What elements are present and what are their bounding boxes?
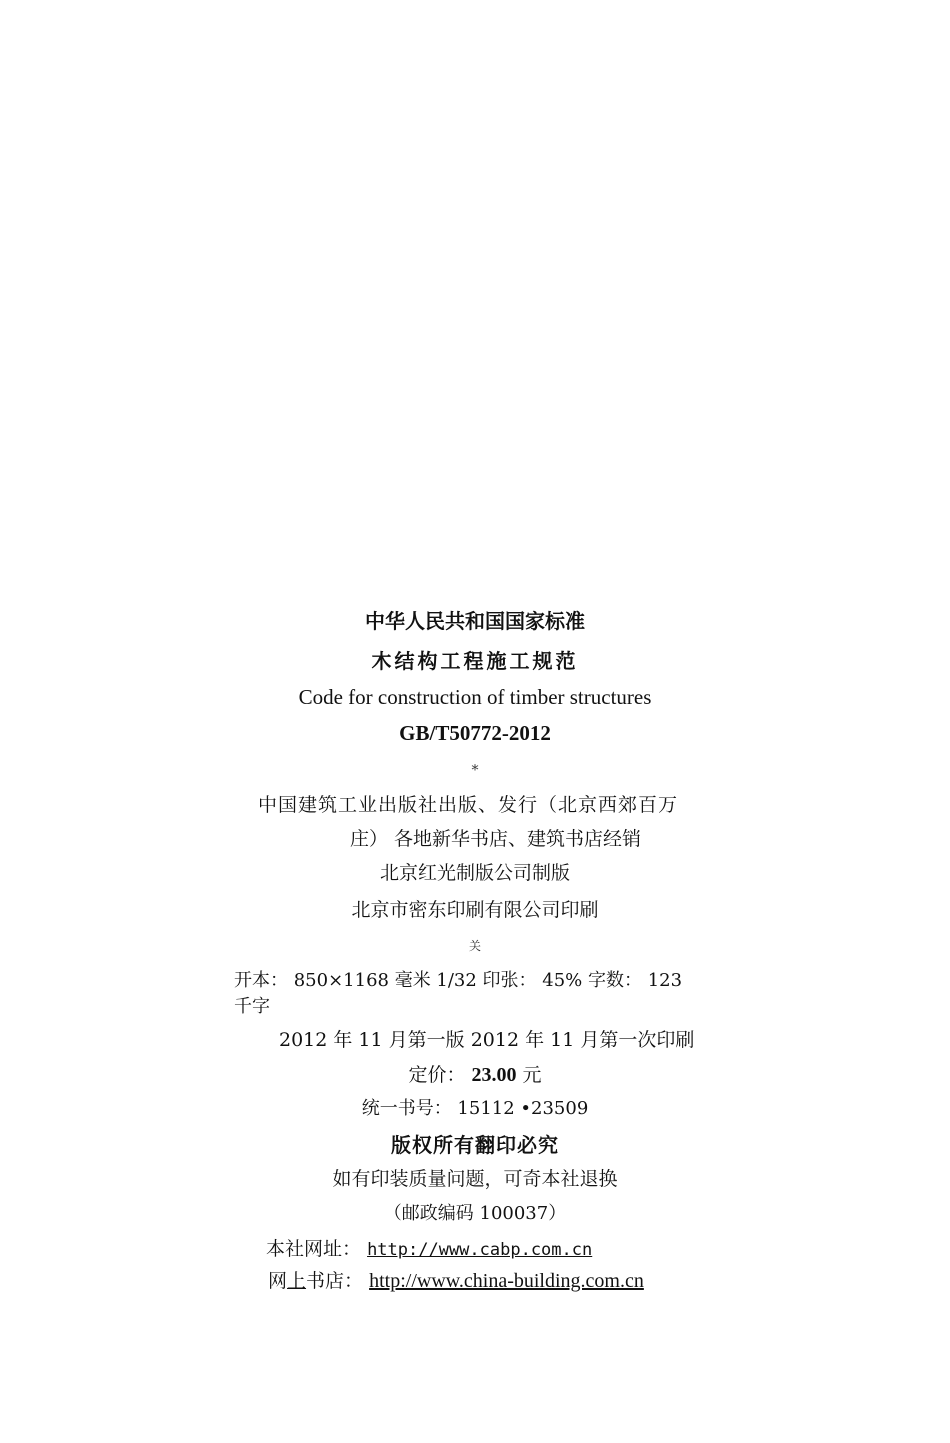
standard-code: GB/T50772-2012 (399, 721, 551, 745)
price (0, 1060, 950, 1087)
isbn-line: 统一书号： 15112 •23509 (361, 1098, 589, 1119)
website-link[interactable]: http://www.cabp.com.cn (367, 1240, 593, 1260)
series-title: 中华人民共和国国家标准 (365, 609, 585, 633)
printer: 北京市密东印刷有限公司印刷 (351, 899, 599, 921)
plate-maker: 北京红光制版公司制版 (379, 862, 570, 884)
bookstore-label-b: 上 (287, 1270, 307, 1292)
publisher-line-1: 中国建筑工业出版社出版、发行（北京西郊百万 (258, 794, 679, 816)
website-row (266, 1234, 592, 1261)
format-line-2: 千字 (234, 996, 270, 1017)
bookstore-row (268, 1266, 644, 1293)
price-value: 23.00 (471, 1064, 517, 1086)
website-label: 本社网址： (266, 1238, 362, 1260)
ornament-divider-2: 关 (468, 939, 481, 953)
bookstore-label-a: 网 (268, 1270, 288, 1292)
publisher-line-2: 庄） 各地新华书店、建筑书店经销 (350, 828, 642, 850)
edition-info: 2012 年 11 月第一版 2012 年 11 月第一次印刷 (279, 1029, 695, 1051)
bookstore-link[interactable]: http://www.china-building.com.cn (369, 1270, 644, 1292)
book-title-cn: 木结构工程施工规范 (371, 649, 579, 673)
price-unit: 元 (522, 1064, 542, 1086)
book-title-en: Code for construction of timber structures (298, 685, 652, 709)
return-note: 如有印装质量问题，可奇本社退换 (332, 1168, 618, 1190)
ornament-divider: ⁎ (471, 758, 479, 774)
copyright-notice: 版权所有翻印必究 (391, 1133, 559, 1157)
postcode: （邮政编码 100037） (383, 1203, 567, 1224)
bookstore-label-c: 书店： (306, 1270, 364, 1292)
format-line-1: 开本： 850×1168 毫米 1/32 印张： 45% 字数： 123 (234, 970, 683, 991)
price-label: 定价： (408, 1064, 466, 1086)
